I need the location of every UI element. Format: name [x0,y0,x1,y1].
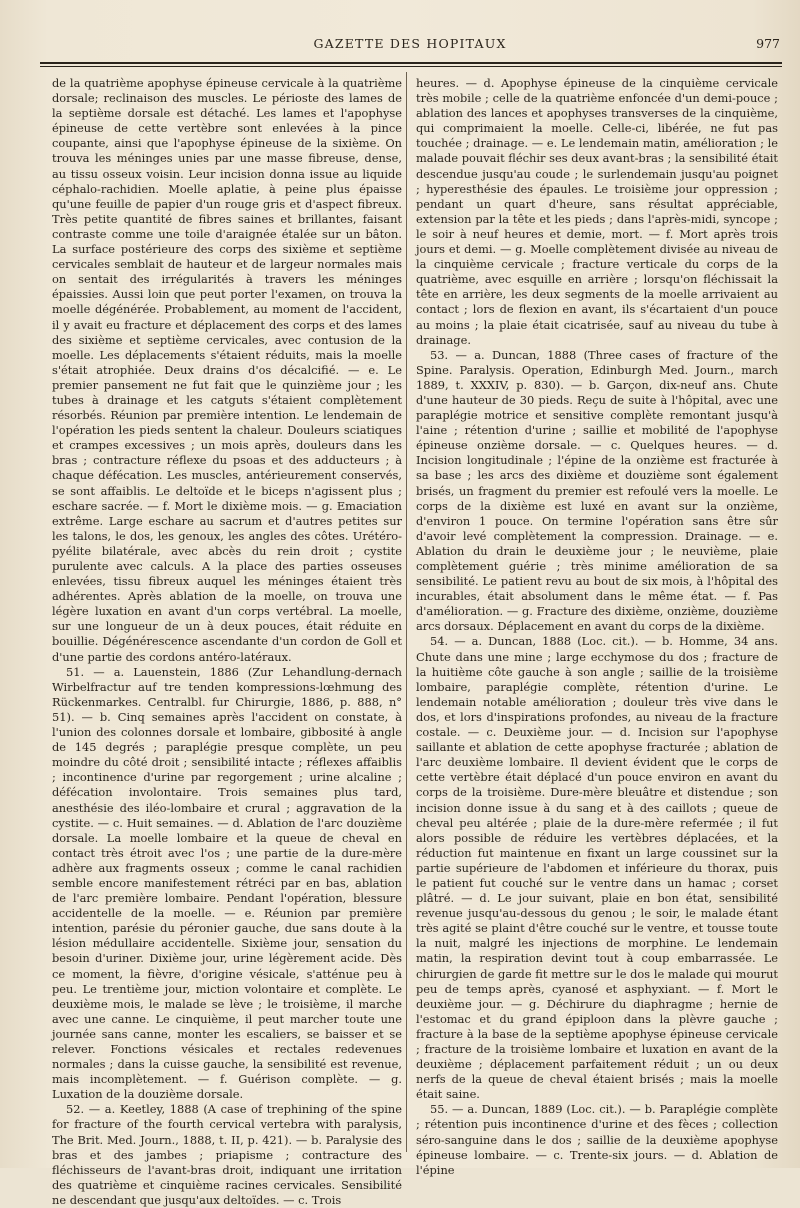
page-number: 977 [756,36,780,51]
header-rule-thin [40,66,782,67]
paragraph-case-52: 52. — a. Keetley, 1888 (A case of trephining of the spine for fracture of the fourth cervical vertebra with paralysis, The Brit. Med. Journ., 1888, t. II, p. 421). — b. Paralysie des bras et des jambes ; priapisme ; contracture des fléchisseurs de l'avant-bras droit, indiquant une irritation des quatrième et cinquième racines cervicales. Sensibilité ne descendant que jusqu'aux deltoïdes. — c. Trois [52,1102,402,1207]
paragraph-case-51: 51. — a. Lauenstein, 1886 (Zur Lehandlung-dernach Wirbelfractur auf tre tenden kompressions-lœhmung des Rückenmarkes. Centralbl. fur Chirurgie, 1886, p. 888, n° 51). — b. Cinq semaines après l'accident on constate, à l'union des colonnes dorsale et lombaire, gibbosité à angle de 145 degrés ; paraplégie presque complète, un peu moindre du côté droit ; sensibilité intacte ; réflexes affaiblis ; incontinence d'urine par regorgement ; urine alcaline ; défécation involontaire. Trois semaines plus tard, anesthésie des iléo-lombaire et crural ; aggravation de la cystite. — c. Huit semaines. — d. Ablation de l'arc douzième dorsale. La moelle lombaire et la queue de cheval en contact très étroit avec l'os ; une partie de la dure-mère adhère aux fragments osseux ; comme le canal rachidien semble encore manifestement rétréci par en bas, ablation de l'arc première lombaire. Pendant l'opération, blessure accidentelle de la moelle. — e. Réunion par première intention, parésie du péronier gauche, due sans doute à la lésion médullaire accidentelle. Sixième jour, sensation du besoin d'uriner. Dixième jour, urine légèrement acide. Dès ce moment, la fièvre, d'origine vésicale, s'atténue peu à peu. Le trentième jour, miction volontaire et complète. Le deuxième mois, le malade se lève ; le troisième, il marche avec une canne. Le cinquième, il peut marcher toute une journée sans canne, monter les escaliers, se baisser et se relever. Fonctions vésicales et rectales redevenues normales ; dans la cuisse gauche, la sensibilité est revenue, mais incomplètement. — f. Guérison complète. — g. Luxation de la douzième dorsale. [52,664,402,1102]
paragraph-case-54: 54. — a. Duncan, 1888 (Loc. cit.). — b. Homme, 34 ans. Chute dans une mine ; large ecchymose du dos ; fracture de la huitième côte gauche à son angle ; saillie de la troisième lombaire, paraplégie complète, rétention d'urine. Le lendemain notable amélioration ; douleur très vive dans le dos, et lors d'inspirations profondes, au niveau de la fracture costale. — c. Deuxième jour. — d. Incision sur l'apophyse saillante et ablation de cette apophyse fracturée ; ablation de l'arc deuxième lombaire. Il devient évident que le corps de cette vertèbre était déplacé d'un pouce environ en avant du corps de la troisième. Dure-mère bleuâtre et distendue ; son incision donne issue à du sang et à des caillots ; queue de cheval peu altérée ; plaie de la dure-mère refermée ; il fut alors possible de réduire les vertèbres déplacées, et la réduction fut maintenue en fixant un large coussinet sur la partie supérieure de l'abdomen et inférieure du thorax, puis le patient fut couché sur le ventre dans un hamac ; corset plâtré. — d. Le jour suivant, plaie en bon état, sensibilité revenue jusqu'au-dessous du genou ; le soir, le malade étant très agité se plaint d'être couché sur le ventre, et tousse toute la nuit, malgré les injections de morphine. Le lendemain matin, la respiration devint tout à coup embarrassée. Le chirurgien de garde fit mettre sur le dos le malade qui mourut peu de temps après, cyanosé et asphyxiant. — f. Mort le deuxième jour. — g. Déchirure du diaphragme ; hernie de l'estomac et du grand épiploon dans la plèvre gauche ; fracture à la base de la septième apophyse épineuse cervicale ; fracture de la troisième lombaire et luxation en avant de la deuxième ; déplacement parfaitement réduit ; un ou deux nerfs de la queue de cheval étaient brisés ; mais la moelle était saine. [416,634,778,1102]
paragraph-case-55: 55. — a. Duncan, 1889 (Loc. cit.). — b. Paraplégie complète ; rétention puis incontinence d'urine et des fèces ; collection séro-sanguine dans le dos ; saillie de la deuxième apophyse épineuse lombaire. — c. Trente-six jours. — d. Ablation de l'épine [416,1102,778,1177]
journal-title: GAZETTE DES HOPITAUX [313,36,507,51]
paragraph-case-52-continued: heures. — d. Apophyse épineuse de la cinquième cervicale très mobile ; celle de la quatrième enfoncée d'un demi-pouce ; ablation des lances et apophyses transverses de la cinquième, qui comprimaient la moelle. Celle-ci, libérée, ne fut pas touchée ; drainage. — e. Le lendemain matin, amélioration ; le malade pouvait fléchir ses deux avant-bras ; la sensibilité était descendue jusqu'au coude ; le surlendemain jusqu'au poignet ; hyperesthésie des épaules. Le troisième jour oppression ; pendant un quart d'heure, sans résultat appréciable, extension par la tête et les pieds ; dans l'après-midi, syncope ; le soir à neuf heures et demie, mort. — f. Mort après trois jours et demi. — g. Moelle complètement divisée au niveau de la cinquième cervicale ; fracture verticale du corps de la quatrième, avec esquille en arrière ; lorsqu'on fléchissait la tête en arrière, les deux segments de la moelle arrivaient au contact ; lors de flexion en avant, ils s'écartaient d'un pouce au moins ; la plaie était cicatrisée, sauf au niveau du tube à drainage. [416,76,778,347]
left-column [52,76,402,1208]
paragraph-case-50-continued: de la quatrième apophyse épineuse cervicale à la quatrième dorsale; reclinaison des muscles. Le périoste des lames de la septième dorsale est détaché. Les lames et l'apophyse épineuse de cette vertèbre sont enlevées à la pince coupante, ainsi que l'apophyse épineuse de la sixième. On trouva les méninges unies par une masse fibreuse, dense, au tissu osseux voisin. Leur incision donna issue au liquide céphalo-rachidien. Moelle aplatie, à peine plus épaisse qu'une feuille de papier d'un rouge gris et d'aspect fibreux. Très petite quantité de fibres saines et brillantes, faisant contraste comme une toile d'araignée étalée sur un bâton. La surface postérieure des corps des sixième et septième cervicales semblait de hauteur et de largeur normales mais on sentait des irrégularités à travers les méninges épaissies. Aussi loin que peut porter l'examen, on trouva la moelle dégénérée. Probablement, au moment de l'accident, il y avait eu fracture et déplacement des corps et des lames des sixième et septième cervicales, avec contusion de la moelle. Les déplacements s'étaient réduits, mais la moelle s'était atrophiée. Deux drains d'os décalcifié. — e. Le premier pansement ne fut fait que le quinzième jour ; les tubes à drainage et les catguts s'étaient complètement résorbés. Réunion par première intention. Le lendemain de l'opération les pieds sentent la chaleur. Douleurs sciatiques et crampes excessives ; un mois après, douleurs dans les bras ; contracture réflexe du psoas et des adducteurs ; à chaque défécation. Les muscles, antérieurement conservés, se sont affaiblis. Le deltoïde et le biceps n'agissent plus ; eschare sacrée. — f. Mort le dixième mois. — g. Emaciation extrême. Large eschare au sacrum et d'autres petites sur les talons, le dos, les genoux, les angles des côtes. Urétéro-pyélite bilatérale, avec abcès du rein droit ; cystite purulente avec calculs. A la place des parties osseuses enlevées, tissu fibreux auquel les méninges étaient très adhérentes. Après ablation de la moelle, on trouva une légère luxation en avant d'un corps vertébral. La moelle, sur une longueur de un à deux pouces, était réduite en bouillie. Dégénérescence ascendante d'un cordon de Goll et d'une partie des cordons antéro-latéraux. [52,76,402,664]
header-rule-thick [40,62,782,64]
running-header [40,34,780,54]
right-column [416,76,778,1178]
column-divider [406,72,407,1152]
paragraph-case-53: 53. — a. Duncan, 1888 (Three cases of fracture of the Spine. Paralysis. Operation, Edinburgh Med. Journ., march 1889, t. XXXIV, p. 830). — b. Garçon, dix-neuf ans. Chute d'une hauteur de 30 pieds. Reçu de suite à l'hôpital, avec une paraplégie motrice et sensitive complète remontant jusqu'à l'aine ; rétention d'urine ; saillie et mobilité de l'apophyse épineuse onzième dorsale. — c. Quelques heures. — d. Incision longitudinale ; l'épine de la onzième est fracturée à sa base ; les arcs des dixième et douzième sont également brisés, un fragment du premier est refoulé vers la moelle. Le corps de la dixième est luxé en avant sur la onzième, d'environ 1 pouce. On termine l'opération sans être sûr d'avoir levé complètement la compression. Drainage. — e. Ablation du drain le deuxième jour ; le neuvième, plaie complètement guérie ; très minime amélioration de sa sensibilité. Le patient revu au bout de six mois, à l'hôpital des incurables, était absolument dans le même état. — f. Pas d'amélioration. — g. Fracture des dixième, onzième, douzième arcs dorsaux. Déplacement en avant du corps de la dixième. [416,347,778,634]
